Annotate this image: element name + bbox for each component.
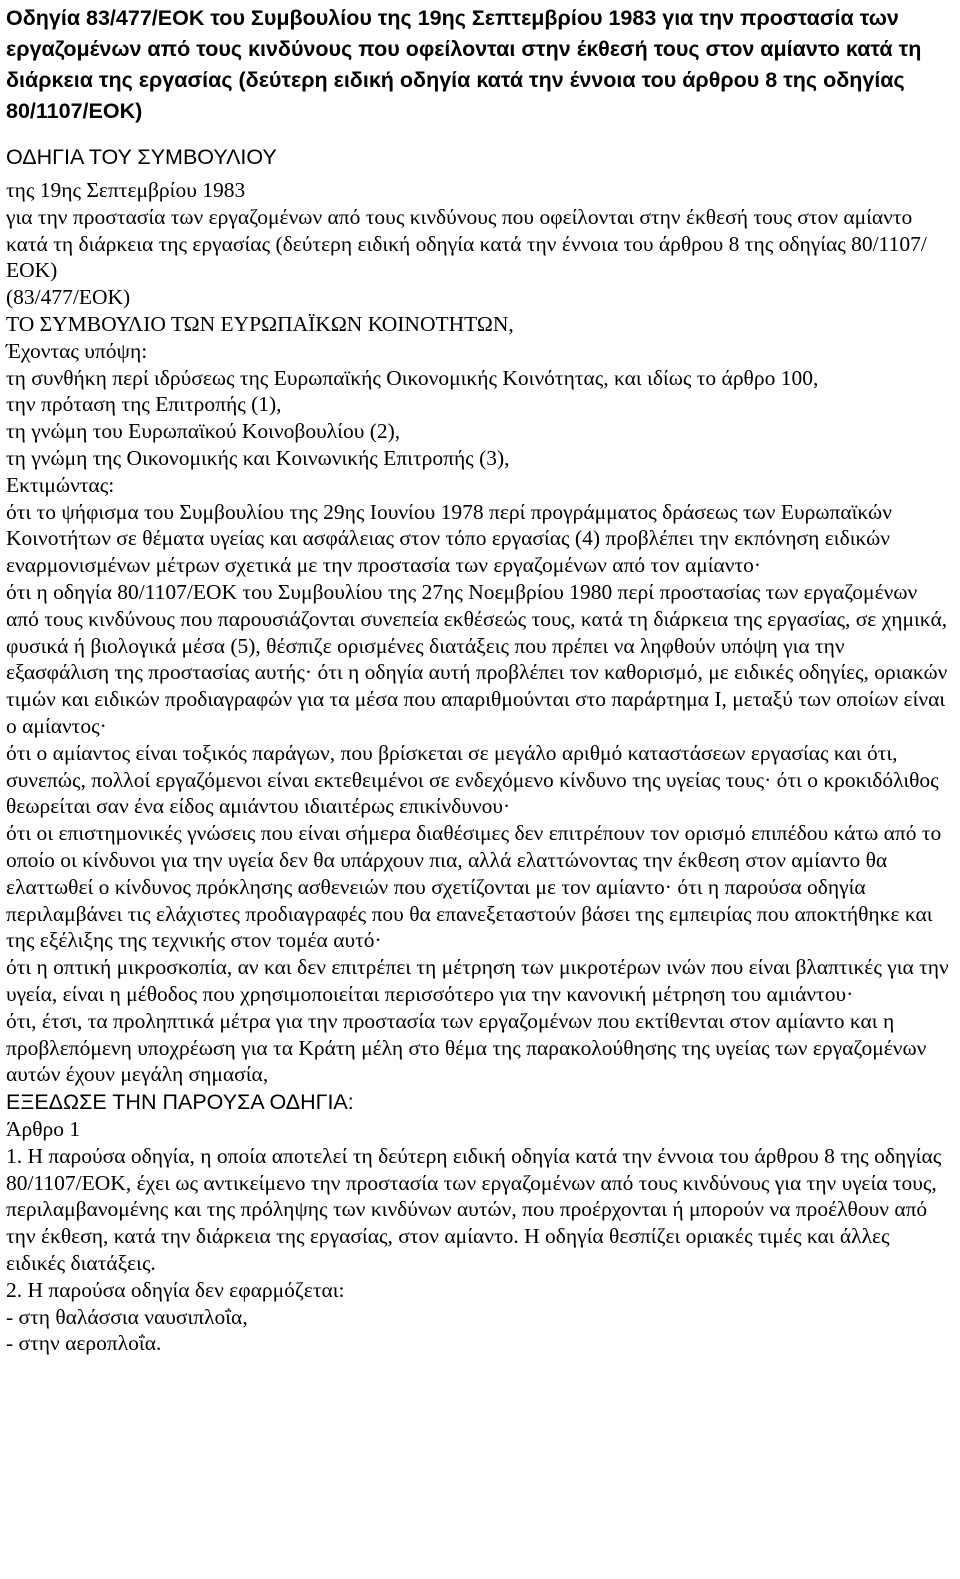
whereas-item: ότι η οπτική μικροσκοπία, αν και δεν επιτρέπει τη μέτρηση των μικροτέρων ινών που είναι βλαπτικές για την υγεία, είναι η μέθοδος που χρησιμοποιείται περισσότερο για την κανονική μέτρηση του αμιάντου· [6,955,949,1006]
whereas-item: ότι η οδηγία 80/1107/ΕΟΚ του Συμβουλίου της 27ης Νοεμβρίου 1980 περί προστασίας των εργαζομένων από τους κινδύνους που παρουσιάζονται συνεπεία εκθέσεώς τους, κατά τη διάρκεια της εργασίας, σε χημικά, φυσικά ή βιολογικά μέσα (5), θέσπιζε ορισμένες διατάξεις που πρέπει να ληφθούν υπόψη για την εξασφάλιση της προστασίας αυτής· ότι η οδηγία αυτή προβλέπει τον καθορισμό, με ειδικές οδηγίες, οριακών τιμών και ειδικών προδιαγραφών για τα μέσα που απαριθμούνται στο παράρτημα Ι, μεταξύ των οποίων είναι ο αμίαντος· [6,579,948,738]
whereas-label: Εκτιμώντας: [6,472,115,497]
exclusion-item: - στην αεροπλοΐα. [6,1331,162,1356]
directive-subject: για την προστασία των εργαζομένων από τους κινδύνους που οφείλονται στην έκθεσή τους στον αμίαντο κατά τη διάρκεια της εργασίας (δεύτερη ειδική οδηγία κατά την έννοια του άρθρου 8 της οδηγίας 80/1107/ΕΟΚ) [6,204,927,283]
having-regard-item: τη συνθήκη περί ιδρύσεως της Ευρωπαϊκής Οικονομικής Κοινότητας, και ιδίως το άρθρο 100, [6,365,819,390]
directive-date: της 19ης Σεπτεμβρίου 1983 [6,178,246,202]
whereas-item: ότι ο αμίαντος είναι τοξικός παράγων, που βρίσκεται σε μεγάλο αριθμό καταστάσεων εργασίας και ότι, συνεπώς, πολλοί εργαζόμενοι είναι εκτεθειμένοι σε ενδεχόμενο κίνδυνο της υγείας τους· ότι ο κροκιδόλιθος θεωρείται σαν ένα είδος αμιάντου ιδιαιτέρως επικίνδυνου· [6,740,939,819]
enactment-line: ΕΞΕΔΩΣΕ ΤΗΝ ΠΑΡΟΥΣΑ ΟΔΗΓΙΑ: [6,1090,354,1115]
whereas-item: ότι το ψήφισμα του Συμβουλίου της 29ης Ιουνίου 1978 περί προγράμματος δράσεως των Ευρωπαϊκών Κοινοτήτων σε θέματα υγείας και ασφάλειας στον τόπο εργασίας (4) προβλέπει την εκπόνηση ειδικών εναρμονισμένων μέτρων σχετικά με την προστασία των εργαζομένων από τον αμίαντο· [6,499,892,578]
directive-reference: (83/477/ΕΟΚ) [6,285,131,310]
article-label: Άρθρο 1 [6,1117,81,1142]
having-regard-label: Έχοντας υπόψη: [6,338,148,363]
directive-heading-label: ΟΔΗΓΙΑ ΤΟΥ ΣΥΜΒΟΥΛΙΟΥ [6,145,277,169]
whereas-item: ότι, έτσι, τα προληπτικά μέτρα για την προστασία των εργαζομένων που εκτίθενται στον αμίαντο και η προβλεπόμενη υποχρέωση για τα Κράτη μέλη στο θέμα της παρακολούθησης της υγείας των εργαζομένων αυτών έχουν μεγάλη σημασία, [6,1008,927,1087]
having-regard-item: την πρόταση της Επιτροπής (1), [6,392,282,417]
document-title: Οδηγία 83/477/ΕΟΚ του Συμβουλίου της 19ης Σεπτεμβρίου 1983 για την προστασία των εργαζομένων από τους κινδύνους που οφείλονται στην έκθεσή τους στον αμίαντο κατά τη διάρκεια της εργασίας (δεύτερη ειδική οδηγία κατά την έννοια του άρθρου 8 της οδηγίας 80/1107/ΕΟΚ) [6,6,922,123]
article-body [6,1116,951,1357]
having-regard-item: τη γνώμη της Οικονομικής και Κοινωνικής Επιτροπής (3), [6,445,510,470]
having-regard-item: τη γνώμη του Ευρωπαϊκού Κοινοβουλίου (2), [6,419,401,444]
council-line: ΤΟ ΣΥΜΒΟΥΛΙΟ ΤΩΝ ΕΥΡΩΠΑΪΚΩΝ ΚΟΙΝΟΤΗΤΩΝ, [6,311,514,336]
exclusion-item: - στη θαλάσσια ναυσιπλοΐα, [6,1304,248,1329]
spacer [6,127,960,143]
article-paragraph: 2. Η παρούσα οδηγία δεν εφαρμόζεται: [6,1277,345,1302]
directive-body [6,177,951,1088]
article-paragraph: 1. Η παρούσα οδηγία, η οποία αποτελεί τη δεύτερη ειδική οδηγία κατά την έννοια του άρθρου 8 της οδηγίας 80/1107/ΕΟΚ, έχει ως αντικείμενο την προστασία των εργαζομένων από τους κινδύνους για την υγεία τους, περιλαμβανομένης και της πρόληψης των κινδύνων αυτών, που προέρχονται ή μπορούν να προέλθουν από την έκθεση, κατά την διάρκεια της εργασίας, στον αμίαντο. Η οδηγία θεσπίζει οριακές τιμές και άλλες ειδικές διατάξεις. [6,1143,942,1276]
whereas-item: ότι οι επιστημονικές γνώσεις που είναι σήμερα διαθέσιμες δεν επιτρέπουν τον ορισμό επιπέδου κάτω από το οποίο οι κίνδυνοι για την υγεία δεν θα υπάρχουν πια, αλλά ελαττώνοντας την έκθεση στον αμίαντο θα ελαττωθεί ο κίνδυνος πρόκλησης ασθενειών που σχετίζονται με τον αμίαντο· ότι η παρούσα οδηγία περιλαμβάνει τις ελάχιστες προδιαγραφές που θα επανεξεταστούν βάσει της εμπειρίας που αποκτήθηκε και της εξέλιξης της τεχνικής στον τομέα αυτό· [6,821,942,953]
